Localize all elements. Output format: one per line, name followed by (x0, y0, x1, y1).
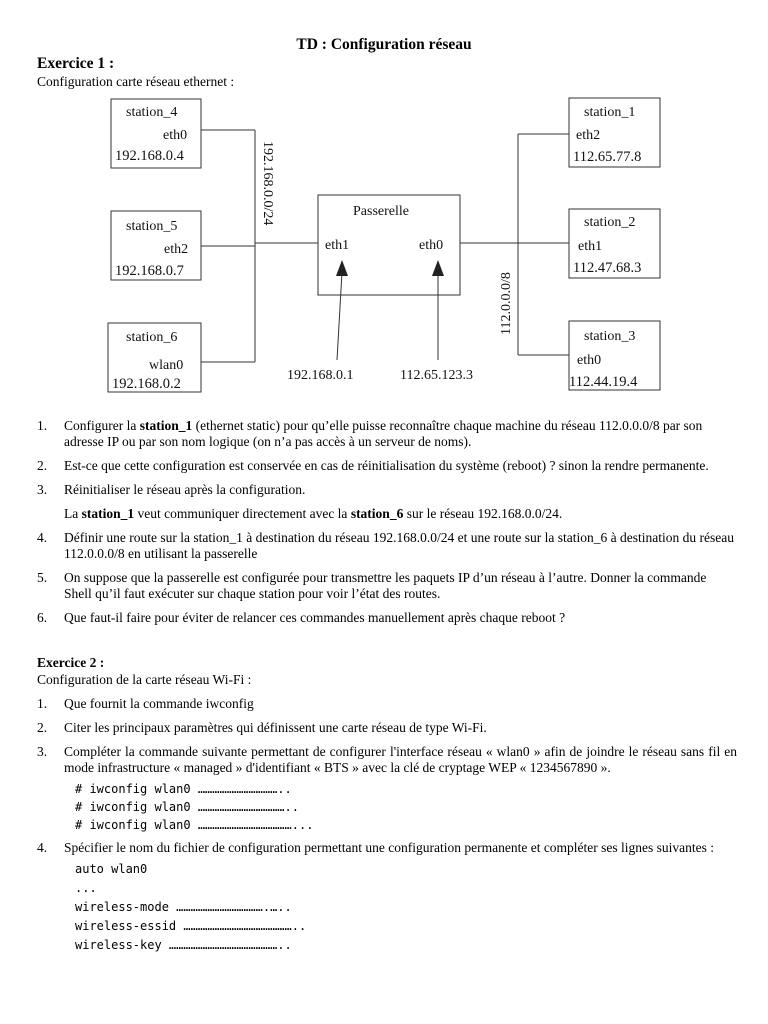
page-title: TD : Configuration réseau (296, 36, 472, 53)
station-5-ip: 192.168.0.7 (115, 263, 184, 279)
right-network-label: 112.0.0.0/8 (499, 272, 514, 335)
gateway-name: Passerelle (353, 204, 409, 219)
exercise-2-subtitle: Configuration de la carte réseau Wi-Fi : (37, 672, 252, 687)
station-2-name: station_2 (584, 215, 636, 230)
list-item: 4. Spécifier le nom du fichier de configuration permettant une configuration permanente et compléter ses lignes suivantes : (37, 840, 715, 855)
code-line: # iwconfig wlan0 ……………………………….. (75, 800, 299, 814)
station-3-name: station_3 (584, 329, 636, 344)
station-1-name: station_1 (584, 105, 636, 120)
station-4-ip: 192.168.0.4 (115, 148, 184, 164)
network-diagram (0, 0, 768, 410)
list-item: 2. Est-ce que cette configuration est conservée en cas de réinitialisation du système (reboot) ? sinon la rendre permanente. (37, 458, 709, 473)
list-item: 4. Définir une route sur la station_1 à destination du réseau 192.168.0.0/24 et une route sur la station_6 à destination du réseau 112.0.0.0/8 en utilisant la passerelle (37, 530, 734, 561)
station-3-ip: 112.44.19.4 (569, 374, 638, 390)
list-item: 2. Citer les principaux paramètres qui définissent une carte réseau de type Wi-Fi. (37, 720, 487, 735)
exercise-1-questions (37, 418, 737, 634)
list-item: 3. Réinitialiser le réseau après la configuration. (37, 482, 306, 497)
list-item: 5. On suppose que la passerelle est configurée pour transmettre les paquets IP d’un réseau à l’autre. Donner la commande Shell qu’il faut exécuter sur chaque station pour voir l’état des routes. (37, 570, 707, 601)
station-6-iface: wlan0 (149, 358, 184, 373)
station-5-name: station_5 (126, 219, 178, 234)
exercise-1-note: La station_1 veut communiquer directement avec la station_6 sur le réseau 192.168.0.0/24. (64, 506, 563, 521)
interfaces-config (37, 860, 737, 955)
list-item: 3. Compléter la commande suivante permettant de configurer l'interface réseau « wlan0 » afin de joindre le réseau sans fil en mode infrastructure « managed » d'identifiant « BTS » avec la clé de cryptage WEP « 1234567890 ». (37, 744, 737, 775)
exercise-1-heading: Exercice 1 : (37, 55, 115, 72)
list-item: 1. Que fournit la commande iwconfig (37, 696, 254, 711)
list-item: 1. Configurer la station_1 (ethernet static) pour qu’elle puisse reconnaître chaque machine du réseau 112.0.0.0/8 par son adresse IP ou par son nom logique (on n’a pas accès à un serveur de noms). (37, 418, 703, 449)
station-2-ip: 112.47.68.3 (573, 260, 642, 276)
code-line: ... (75, 881, 97, 895)
exercise-2-heading: Exercice 2 : (37, 655, 105, 670)
station-6-ip: 192.168.0.2 (112, 376, 181, 392)
arrow-head-left-icon (336, 260, 348, 276)
station-3-iface: eth0 (577, 353, 602, 368)
exercise-2-questions (37, 696, 737, 961)
station-2-iface: eth1 (578, 239, 603, 254)
code-line: auto wlan0 (75, 862, 148, 876)
code-line: wireless-mode ……………………………….….. (75, 900, 292, 914)
code-line: wireless-essid ……………………………………….. (75, 919, 307, 933)
station-6-name: station_6 (126, 330, 178, 345)
list-item: 6. Que faut-il faire pour éviter de relancer ces commandes manuellement après chaque reboot ? (37, 610, 566, 625)
left-network-label: 192.168.0.0/24 (260, 141, 275, 226)
code-line: # iwconfig wlan0 …………………………………... (75, 818, 314, 832)
station-1-ip: 112.65.77.8 (573, 149, 642, 165)
right-gateway-ip: 112.65.123.3 (400, 368, 473, 383)
iwconfig-commands (37, 780, 737, 834)
station-1-iface: eth2 (576, 128, 601, 143)
station-5-iface: eth2 (164, 242, 189, 257)
station-4-iface: eth0 (163, 128, 188, 143)
exercise-1-subtitle: Configuration carte réseau ethernet : (37, 74, 235, 89)
code-line: # iwconfig wlan0 …………………………….. (75, 782, 292, 796)
left-gateway-ip: 192.168.0.1 (287, 368, 354, 383)
station-4-name: station_4 (126, 105, 178, 120)
gateway-iface-left: eth1 (325, 238, 350, 253)
code-line: wireless-key ……………………………………….. (75, 938, 292, 952)
arrow-head-right-icon (432, 260, 444, 276)
gateway-iface-right: eth0 (419, 238, 444, 253)
